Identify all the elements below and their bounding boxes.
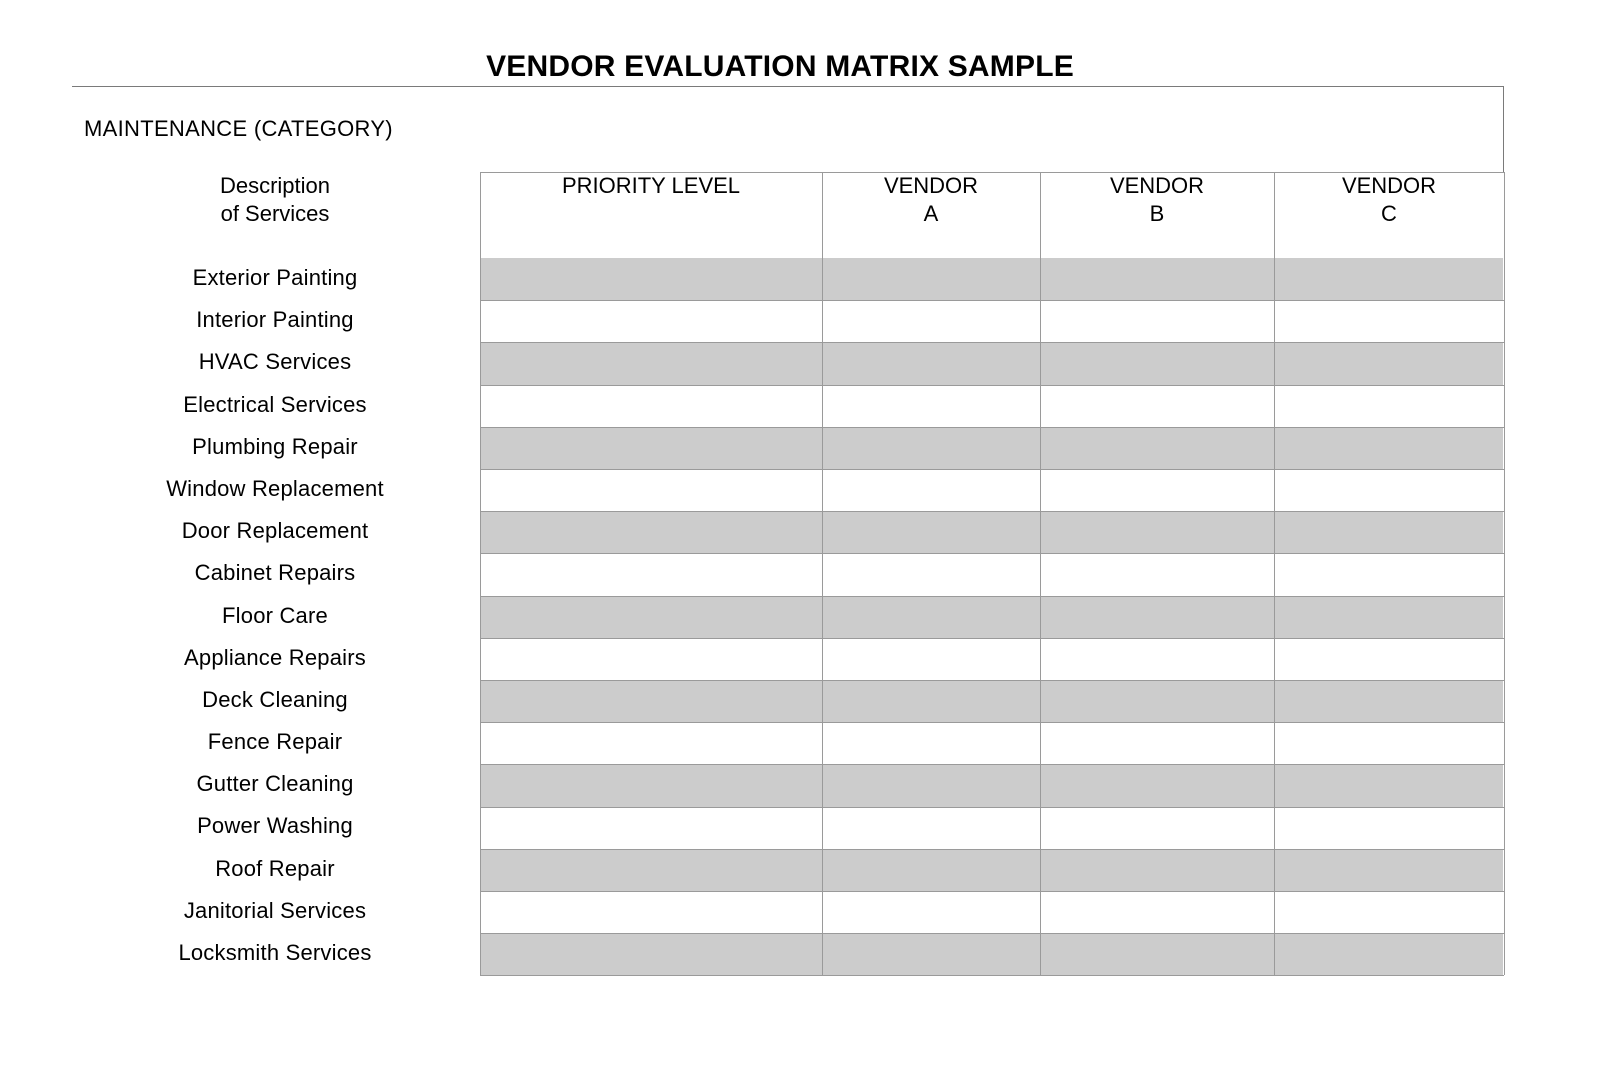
table-row [481,469,1503,511]
service-label: Plumbing Repair [192,433,358,459]
description-header-line-1: Description [219,173,331,198]
column-divider [1040,172,1041,975]
row-divider [480,427,1504,428]
table-row [481,764,1503,806]
table-row [481,300,1503,342]
column-divider [1274,172,1275,975]
service-label: Floor Care [222,602,328,628]
table-row [481,807,1503,849]
table-row [481,258,1503,300]
column-header-line: VENDOR [1341,173,1437,198]
column-divider [1504,172,1505,975]
service-label: Cabinet Repairs [194,560,356,586]
table-row [481,638,1503,680]
column-header-line: B [1149,201,1165,226]
table-row [481,596,1503,638]
service-label: HVAC Services [198,349,352,375]
column-header-line: VENDOR [883,173,979,198]
category-box-edge [1503,86,1504,172]
column-header [1274,172,1504,258]
table-row [481,680,1503,722]
description-header [150,172,400,228]
service-label: Fence Repair [207,729,343,755]
service-label: Door Replacement [181,518,369,544]
table-row [481,553,1503,595]
service-label: Gutter Cleaning [196,771,354,797]
title-rule [72,86,1504,87]
table-row [481,891,1503,933]
table-row [481,933,1503,975]
service-label: Deck Cleaning [202,686,348,712]
column-header-line: C [1381,201,1397,226]
column-header [1040,172,1274,258]
row-divider [480,849,1504,850]
table-row [481,722,1503,764]
row-divider [480,342,1504,343]
table-row [481,385,1503,427]
service-label: Janitorial Services [183,897,367,923]
column-header [480,172,822,258]
table-row [481,427,1503,469]
column-header-line: VENDOR [1109,173,1205,198]
service-label: Roof Repair [215,855,335,881]
row-divider [480,891,1504,892]
table-row [481,342,1503,384]
row-divider [480,300,1504,301]
category-label: MAINTENANCE (CATEGORY) [84,116,393,141]
description-header-line-2: of Services [220,201,330,226]
row-divider [480,596,1504,597]
service-labels [120,257,430,974]
row-divider [480,975,1504,976]
column-header [822,172,1040,258]
row-divider [480,511,1504,512]
column-divider [480,172,481,975]
row-divider [480,469,1504,470]
row-divider [480,933,1504,934]
row-divider [480,807,1504,808]
row-divider [480,722,1504,723]
column-header-line: A [923,201,939,226]
column-header-line: PRIORITY LEVEL [561,173,741,198]
table-row [481,849,1503,891]
column-divider [822,172,823,975]
row-divider [480,385,1504,386]
service-label: Locksmith Services [178,940,372,965]
table-row [481,511,1503,553]
row-divider [480,638,1504,639]
service-label: Power Washing [197,813,353,839]
service-label: Window Replacement [166,475,384,501]
service-label: Exterior Painting [192,265,358,290]
service-label: Interior Painting [196,307,354,333]
row-divider [480,764,1504,765]
service-label: Appliance Repairs [184,644,366,670]
row-divider [480,553,1504,554]
service-label: Electrical Services [183,391,367,417]
row-divider [480,680,1504,681]
page-title: VENDOR EVALUATION MATRIX SAMPLE [486,50,1074,83]
